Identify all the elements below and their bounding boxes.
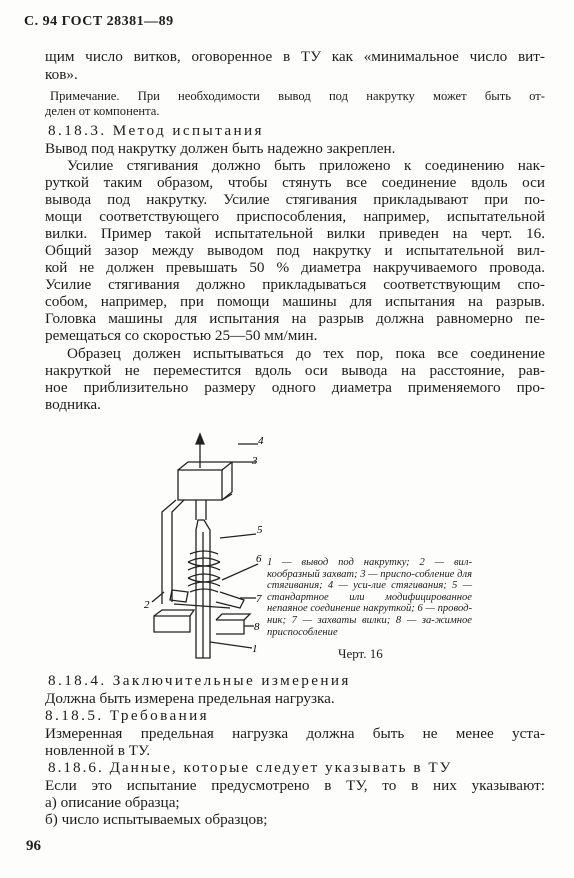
text-line: вилки. Пример такой испытательной вилки приведен на черт. 16.	[45, 225, 545, 242]
text-line: Усилие стягивания должно быть приложено к соединению нак-	[67, 157, 545, 174]
text-line: собом, например, при помощи машины для испытания на разрыв.	[45, 293, 545, 310]
figure-label-5: 5	[257, 524, 263, 536]
text-line: мощи соответствующего приспособления, например, испытательной	[45, 208, 545, 225]
text-line: ков».	[45, 66, 78, 83]
text-line: ремещаться со скоростью 25—50 мм/мин.	[45, 327, 318, 344]
text-line: Образец должен испытываться до тех пор, пока все соединение	[67, 345, 545, 362]
figure-label-6: 6	[256, 553, 262, 565]
figure-label-7: 7	[256, 593, 262, 605]
text-line: кой не должен превышать 50 % диаметра накручиваемого провода.	[45, 259, 545, 276]
text-line: Усилие стягивания должно прикладываться соответствующим спо-	[45, 276, 545, 293]
section-heading: 8.18.5. Требования	[45, 707, 210, 724]
figure-label-4: 4	[258, 435, 264, 447]
section-heading: 8.18.3. Метод испытания	[48, 122, 264, 139]
text-line: Если это испытание предусмотрено в ТУ, то в них указывают:	[45, 777, 545, 794]
text-line: водника.	[45, 396, 101, 413]
figure-label-8: 8	[254, 621, 260, 633]
text-line: Должна быть измерена предельная нагрузка.	[45, 690, 335, 707]
figure-caption: Черт. 16	[338, 646, 383, 661]
note-line: Примечание. При необходимости вывод под накрутку может быть от-	[50, 89, 545, 103]
text-line: руткой таким образом, чтобы стянуть все соединение вдоль оси	[45, 174, 545, 191]
text-line: вывода под накрутку. Усилие стягивания прикладывают при по-	[45, 191, 545, 208]
text-line: накруткой не переместится вдоль оси вывода на расстояние, рав-	[45, 362, 545, 379]
note-line: делен от компонента.	[45, 104, 160, 118]
text-line: ное приблизительно размеру одного диаметра применяемого про-	[45, 379, 545, 396]
list-item: б) число испытываемых образцов;	[45, 811, 268, 828]
text-line: Головка машины для испытания на разрыв должна равномерно пе-	[45, 310, 545, 327]
figure-label-3: 3	[252, 455, 258, 467]
section-heading: 8.18.4. Заключительные измерения	[48, 672, 351, 689]
text-line: Общий зазор между выводом под накрутку и испытательной вил-	[45, 242, 545, 259]
figure-legend: 1 — вывод под накрутку; 2 — вил-кообразный захват; 3 — приспо-собление для стягивания; 4 — уси-лие стягивания; 5 — стандартное или модифицированное непаяное соединение накруткой; 6 — провод-ник; 7 — захваты вилки; 8 — за-жимное приспособление	[267, 557, 472, 638]
figure-label-2: 2	[144, 599, 150, 611]
text-line: щим число витков, оговоренное в ТУ как «минимальное число вит-	[45, 48, 545, 65]
figure-label-1: 1	[252, 643, 258, 655]
page-number: 96	[26, 838, 41, 854]
list-item: а) описание образца;	[45, 794, 180, 811]
text-line: Измеренная предельная нагрузка должна быть не менее уста-	[45, 725, 545, 742]
text-line: Вывод под накрутку должен быть надежно закреплен.	[45, 140, 396, 157]
page-header: С. 94 ГОСТ 28381—89	[24, 14, 174, 29]
section-heading: 8.18.6. Данные, которые следует указывать в ТУ	[48, 759, 453, 776]
text-line: новленной в ТУ.	[45, 742, 151, 759]
